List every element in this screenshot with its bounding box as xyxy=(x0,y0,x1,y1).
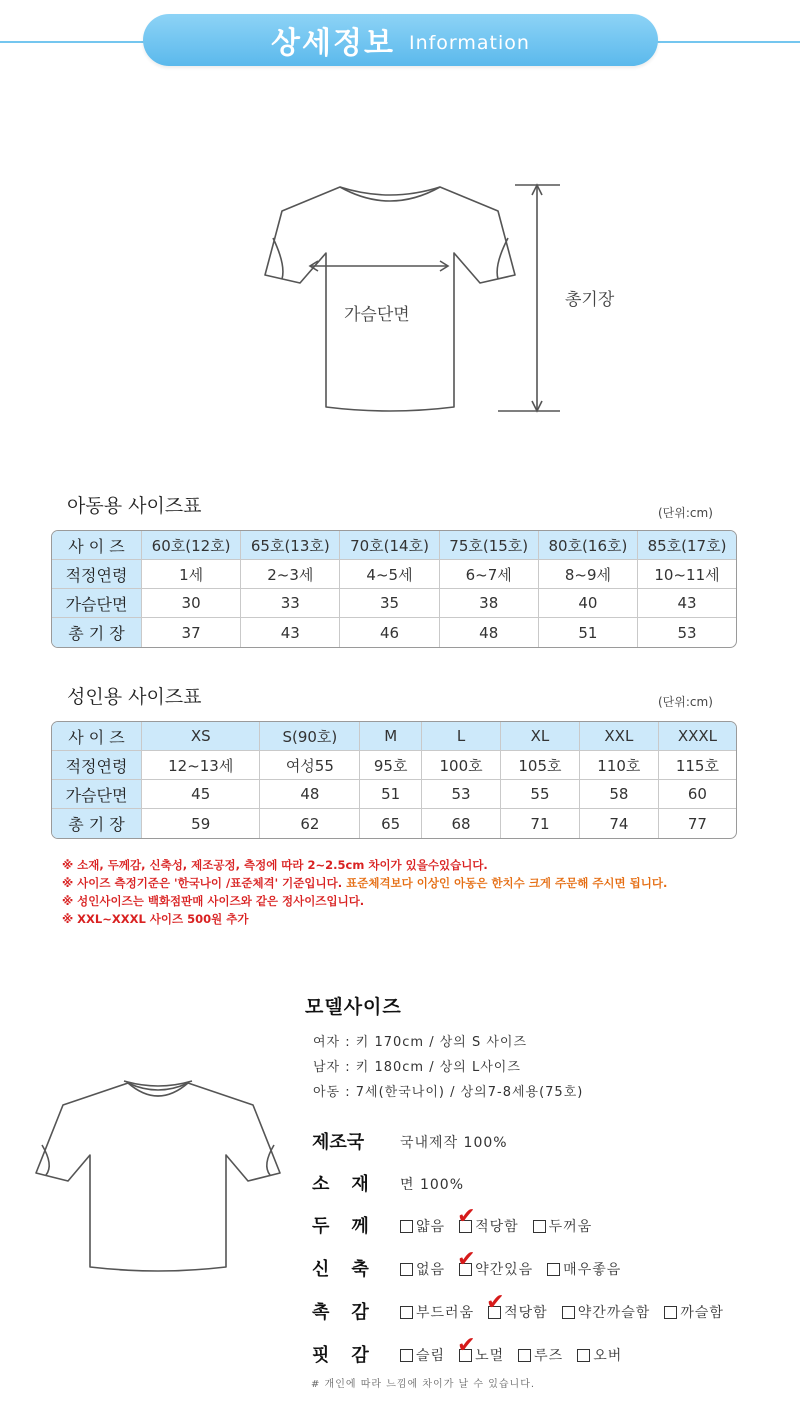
origin-value: 국내제작 100% xyxy=(400,1135,508,1151)
option-slim xyxy=(400,1345,445,1365)
table-cell: 62 xyxy=(260,809,360,838)
table-cell: 4~5세 xyxy=(340,560,439,589)
row-header: 적정연령 xyxy=(52,751,142,780)
table-cell: 77 xyxy=(687,814,707,833)
option-label: 없음 xyxy=(416,1262,446,1278)
table-cell: 85호(17호) xyxy=(638,531,736,560)
option-thick xyxy=(533,1216,593,1236)
option-label: 부드러움 xyxy=(416,1305,475,1321)
table-cell: 105호 xyxy=(501,751,580,780)
note-line: ※ XXL~XXXL 사이즈 500원 추가 xyxy=(62,912,249,926)
table-row xyxy=(52,589,736,618)
kids-size-table xyxy=(51,530,737,648)
total-length-label: 총기장 xyxy=(565,290,615,310)
row-header: 총 기 장 xyxy=(52,618,142,647)
header-title: 상세정보 xyxy=(271,26,395,61)
material-label: 소재 xyxy=(312,1174,391,1195)
stretch-options xyxy=(400,1247,635,1279)
stretch-label: 신축 xyxy=(312,1259,391,1280)
checkbox xyxy=(400,1220,413,1233)
fit-options xyxy=(400,1333,636,1365)
table-cell: 40 xyxy=(539,589,638,618)
option-label: 루즈 xyxy=(534,1348,564,1364)
table-cell: 110호 xyxy=(580,751,659,780)
checkbox xyxy=(577,1349,590,1362)
table-cell: 48 xyxy=(260,780,360,809)
check-mark-icon: ✔ xyxy=(457,1247,477,1272)
option-label: 까슬함 xyxy=(680,1305,724,1321)
table-cell: 65 xyxy=(360,809,422,838)
option-label: 적당함 xyxy=(504,1305,548,1321)
table-cell: M xyxy=(360,722,422,751)
table-cell: 33 xyxy=(241,589,340,618)
option-label: 약간까슬함 xyxy=(577,1305,651,1321)
table-cell: S(90호) xyxy=(260,722,360,751)
size-notes xyxy=(62,856,667,928)
table-cell: 53 xyxy=(422,780,501,809)
option-rough xyxy=(664,1302,724,1322)
table-cell: 74 xyxy=(580,809,659,838)
table-cell: L xyxy=(422,722,501,751)
table-cell: 59 xyxy=(142,809,260,838)
table-cell: 53 xyxy=(677,623,697,642)
note-text: ※ 사이즈 측정기준은 '한국나이 /표준체격' 기준입니다. xyxy=(62,876,343,890)
row-header: 가슴단면 xyxy=(52,589,142,618)
footnote: # 개인에 따라 느낌에 차이가 날 수 있습니다. xyxy=(311,1379,536,1390)
row-header: 총 기 장 xyxy=(52,809,142,838)
table-cell: 60 xyxy=(659,780,736,809)
option-over xyxy=(577,1345,622,1365)
note-line xyxy=(62,874,667,892)
table-cell: XXL xyxy=(580,722,659,751)
kids-table-title: 아동용 사이즈표 xyxy=(67,495,202,517)
adult-size-table xyxy=(51,721,737,839)
table-cell: XL xyxy=(501,722,580,751)
table-cell: 8~9세 xyxy=(539,560,638,589)
material-value: 면 100% xyxy=(400,1177,464,1193)
option-label: 적당함 xyxy=(475,1219,519,1235)
checkbox xyxy=(400,1349,413,1362)
row-header: 가슴단면 xyxy=(52,780,142,809)
tshirt-icon xyxy=(28,1075,288,1275)
table-cell: 75호(15호) xyxy=(440,531,539,560)
header-banner xyxy=(143,14,658,66)
table-cell: 100호 xyxy=(422,751,501,780)
option-soft xyxy=(400,1302,474,1322)
table-cell: 38 xyxy=(440,589,539,618)
table-cell: 10~11세 xyxy=(638,560,736,589)
table-row xyxy=(52,780,736,809)
option-label: 두꺼움 xyxy=(548,1219,593,1235)
checkbox xyxy=(518,1349,531,1362)
table-cell: 6~7세 xyxy=(440,560,539,589)
option-label: 약간있음 xyxy=(475,1262,534,1278)
option-moderate xyxy=(486,1290,548,1322)
table-cell: 35 xyxy=(340,589,439,618)
row-header: 사 이 즈 xyxy=(52,722,142,751)
chest-width-label: 가슴단면 xyxy=(344,305,410,325)
kids-unit-label: (단위:cm) xyxy=(658,506,713,520)
table-row xyxy=(52,722,736,751)
table-cell: 여성55 xyxy=(260,751,360,780)
table-cell: 58 xyxy=(580,780,659,809)
option-normal xyxy=(457,1333,505,1365)
check-mark-icon: ✔ xyxy=(457,1204,477,1229)
table-cell: 60호(12호) xyxy=(142,531,241,560)
thickness-options xyxy=(400,1204,606,1236)
thickness-label: 두께 xyxy=(312,1216,391,1237)
checkbox xyxy=(547,1263,560,1276)
feel-label: 촉감 xyxy=(312,1302,391,1323)
table-cell: 43 xyxy=(241,618,340,647)
check-mark-icon: ✔ xyxy=(486,1290,506,1315)
table-cell: 37 xyxy=(142,618,241,647)
checkbox xyxy=(562,1306,575,1319)
row-header: 사 이 즈 xyxy=(52,531,142,560)
table-cell: 30 xyxy=(142,589,241,618)
table-row xyxy=(52,531,736,560)
checkbox xyxy=(400,1263,413,1276)
header-line-left xyxy=(0,41,160,43)
table-cell: 65호(13호) xyxy=(241,531,340,560)
checkbox xyxy=(400,1306,413,1319)
option-label: 매우좋음 xyxy=(563,1262,622,1278)
row-header: 적정연령 xyxy=(52,560,142,589)
check-mark-icon: ✔ xyxy=(457,1333,477,1358)
table-cell: 51 xyxy=(360,780,422,809)
length-arrow xyxy=(498,185,560,411)
table-row xyxy=(52,560,736,589)
option-label: 오버 xyxy=(593,1348,623,1364)
table-cell: 51 xyxy=(539,618,638,647)
table-cell: 115호 xyxy=(659,751,736,780)
table-cell: 46 xyxy=(340,618,439,647)
table-cell: 95호 xyxy=(360,751,422,780)
table-cell: 45 xyxy=(142,780,260,809)
adult-table-title: 성인용 사이즈표 xyxy=(67,686,202,708)
option-label: 슬림 xyxy=(416,1348,446,1364)
table-row xyxy=(52,809,736,838)
model-size-title: 모델사이즈 xyxy=(305,996,402,1018)
option-none xyxy=(400,1259,445,1279)
note-line: ※ 소재, 두께감, 신축성, 제조공정, 측정에 따라 2~2.5cm 차이가 있을수있습니다. xyxy=(62,858,488,872)
table-cell: 68 xyxy=(422,809,501,838)
feel-options xyxy=(400,1290,738,1322)
table-row xyxy=(52,618,736,647)
option-loose xyxy=(518,1345,563,1365)
header-line-right xyxy=(640,41,800,43)
header-subtitle: Information xyxy=(408,32,530,54)
table-cell: XS xyxy=(142,722,260,751)
table-row xyxy=(52,751,736,780)
table-cell: 48 xyxy=(440,618,539,647)
model-line-male: 남자 : 키 180cm / 상의 L사이즈 xyxy=(313,1060,521,1075)
note-highlight: 표준체격보다 이상인 아동은 한치수 크게 주문해 주시면 됩니다. xyxy=(346,876,668,890)
checkbox xyxy=(533,1220,546,1233)
option-moderate xyxy=(457,1204,519,1236)
table-cell: 2~3세 xyxy=(241,560,340,589)
adult-unit-label: (단위:cm) xyxy=(658,695,713,709)
note-line: ※ 성인사이즈는 백화점판매 사이즈와 같은 정사이즈입니다. xyxy=(62,894,365,908)
option-label: 노멀 xyxy=(475,1348,505,1364)
option-slightly-rough xyxy=(562,1302,651,1322)
checkbox xyxy=(664,1306,677,1319)
origin-label: 제조국 xyxy=(312,1132,365,1153)
model-line-child: 아동 : 7세(한국나이) / 상의7-8세용(75호) xyxy=(313,1085,584,1100)
table-cell: 70호(14호) xyxy=(340,531,439,560)
option-label: 얇음 xyxy=(416,1219,446,1235)
table-cell: 80호(16호) xyxy=(539,531,638,560)
option-thin xyxy=(400,1216,445,1236)
table-cell: XXXL xyxy=(659,722,736,751)
fit-label: 핏감 xyxy=(312,1345,391,1366)
table-cell: 43 xyxy=(638,589,736,618)
option-very-good xyxy=(547,1259,621,1279)
table-cell: 55 xyxy=(501,780,580,809)
model-line-female: 여자 : 키 170cm / 상의 S 사이즈 xyxy=(313,1035,528,1050)
table-cell: 1세 xyxy=(142,560,241,589)
option-some xyxy=(457,1247,534,1279)
table-cell: 71 xyxy=(501,809,580,838)
table-cell: 12~13세 xyxy=(142,751,260,780)
